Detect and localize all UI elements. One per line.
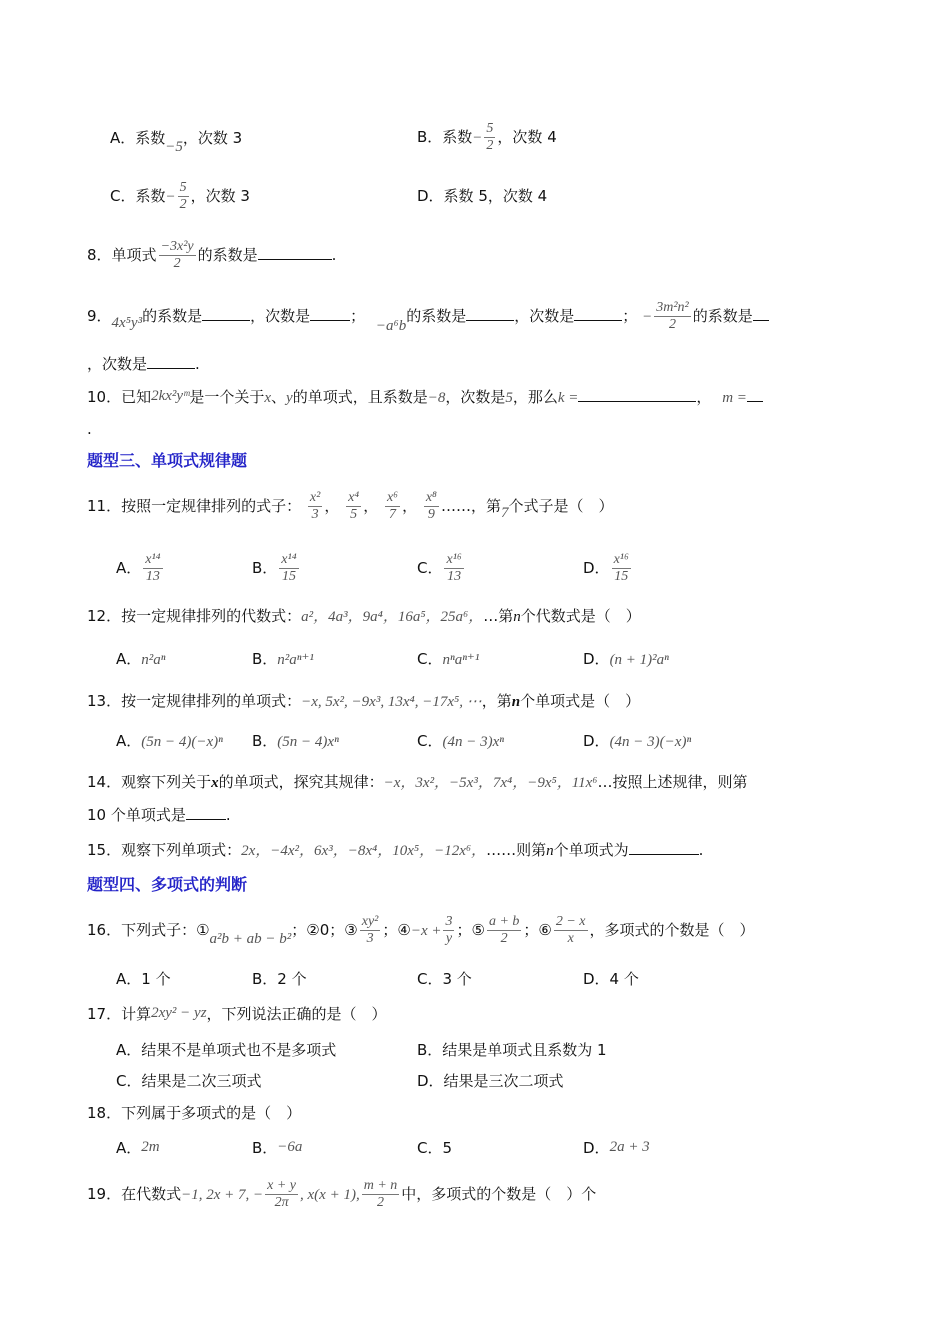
q7-option-b[interactable]: B．系数− $\frac{5}{2}$ ，次数 4 xyxy=(417,121,557,153)
q13-option-c[interactable]: C．(4n − 3)xⁿ xyxy=(417,732,504,750)
answer-blank[interactable] xyxy=(747,385,763,402)
question-15: 15．观察下列单项式：2x，−4x²，6x³，−8x⁴，10x⁵，−12x⁶，……则第n个单项式为 . xyxy=(87,838,703,862)
answer-blank[interactable] xyxy=(629,838,699,855)
q16-option-b[interactable]: B．2 个 xyxy=(252,970,307,988)
q11-option-a[interactable]: A． $\frac{\text{x¹⁴}}{13}$ xyxy=(116,552,161,584)
section-heading-4: 题型四、多项式的判断 xyxy=(87,875,248,894)
q17-option-a[interactable]: A．结果不是单项式也不是多项式 xyxy=(116,1041,337,1059)
q13-option-a[interactable]: A．(5n − 4)(−x)ⁿ xyxy=(116,732,223,750)
section-heading-3: 题型三、单项式规律题 xyxy=(87,451,248,470)
q7-option-d[interactable]: D．系数 5，次数 4 xyxy=(417,187,548,205)
q7-option-c[interactable]: C．系数− $\frac{5}{2}$ ，次数 3 xyxy=(110,180,250,212)
answer-blank[interactable] xyxy=(578,385,696,402)
answer-blank[interactable] xyxy=(574,304,622,321)
question-10: 10．已知2kx²yᵐ是一个关于x、y的单项式，且系数是−8，次数是5，那么k = ， m = xyxy=(87,385,763,409)
question-14-line2: 10 个单项式是 . xyxy=(87,803,231,826)
question-14: 14．观察下列关于x的单项式，探究其规律：−x，3x²，−5x³，7x⁴，−9x⁵，11x⁶…按照上述规律，则第 xyxy=(87,773,748,791)
q17-option-b[interactable]: B．结果是单项式且系数为 1 xyxy=(417,1041,607,1059)
question-9: 9．4x⁵y³的系数是 ，次数是 ； −a⁶b的系数是 ，次数是 ； − $\frac{\text{3m²n²}}{2}$ 的系数是 xyxy=(87,297,769,336)
question-9-line2: ，次数是 . xyxy=(87,352,200,375)
q11-option-b[interactable]: B． $\frac{\text{x¹⁴}}{15}$ xyxy=(252,552,297,584)
q12-option-c[interactable]: C．nⁿaⁿ⁺¹ xyxy=(417,650,480,668)
question-12: 12．按一定规律排列的代数式：a²，4a³，9a⁴，16a⁵，25a⁶，…第n个代数式是（ ） xyxy=(87,607,641,625)
answer-blank[interactable] xyxy=(258,243,332,260)
answer-blank[interactable] xyxy=(202,304,250,321)
q12-option-b[interactable]: B．n²aⁿ⁺¹ xyxy=(252,650,314,668)
q18-option-d[interactable]: D．2a + 3 xyxy=(583,1139,650,1157)
q7-option-a[interactable]: A．系数−5，次数 3 xyxy=(110,129,243,155)
answer-blank[interactable] xyxy=(310,304,350,321)
q18-option-b[interactable]: B．−6a xyxy=(252,1139,303,1157)
question-18: 18．下列属于多项式的是（ ） xyxy=(87,1104,302,1122)
question-19: 19．在代数式−1, 2x + 7, − $\frac{x + y}{2\pi}$ , x(x + 1), $\frac{m + n}{2}$ 中，多项式的个数是（ ）个 xyxy=(87,1178,597,1210)
q7-a-coef: −5 xyxy=(165,139,183,155)
answer-blank[interactable] xyxy=(186,803,226,820)
question-11: 11．按照一定规律排列的式子： $\frac{\text{x²}}{3}$ ， $\frac{\text{x⁴}}{5}$ ， $\frac{\text{x⁶}}{7}$ ， $\frac{\text{x⁸}}{9}$ ……，第7个式子是（ ） xyxy=(87,490,614,522)
answer-blank[interactable] xyxy=(147,352,195,369)
q17-option-c[interactable]: C．结果是二次三项式 xyxy=(116,1072,262,1090)
question-8: 8．单项式 $\frac{\text{−3x²y}}{2}$ 的系数是 . xyxy=(87,239,337,271)
q18-option-c[interactable]: C．5 xyxy=(417,1139,453,1157)
q16-option-d[interactable]: D．4 个 xyxy=(583,970,639,988)
question-10-end: . xyxy=(87,420,92,438)
q16-option-a[interactable]: A．1 个 xyxy=(116,970,171,988)
answer-blank[interactable] xyxy=(466,304,514,321)
q18-option-a[interactable]: A．2m xyxy=(116,1139,160,1157)
question-17: 17．计算2xy² − yz，下列说法正确的是（ ） xyxy=(87,1005,387,1023)
q11-option-d[interactable]: D． $\frac{\text{x¹⁶}}{15}$ xyxy=(583,552,629,584)
q12-option-a[interactable]: A．n²aⁿ xyxy=(116,650,166,668)
q11-option-c[interactable]: C． $\frac{\text{x¹⁶}}{13}$ xyxy=(417,552,462,584)
q12-option-d[interactable]: D．(n + 1)²aⁿ xyxy=(583,650,669,668)
q13-option-b[interactable]: B．(5n − 4)xⁿ xyxy=(252,732,339,750)
q16-option-c[interactable]: C．3 个 xyxy=(417,970,472,988)
q13-option-d[interactable]: D．(4n − 3)(−x)ⁿ xyxy=(583,732,692,750)
q17-option-d[interactable]: D．结果是三次二项式 xyxy=(417,1072,564,1090)
question-13: 13．按一定规律排列的单项式：−x, 5x², −9x³, 13x⁴, −17x⁵, ⋯，第n个单项式是（ ） xyxy=(87,692,641,710)
question-16: 16．下列式子：①a²b + ab − b²；②0；③ $\frac{\text{xy²}}{3}$ ；④−x + $\frac{3}{y}$ ；⑤ $\frac{a + b}{2}$ ；⑥ $\frac{2 - x}{x}$ ，多项式的个数是（ ） xyxy=(87,914,755,947)
answer-blank[interactable] xyxy=(753,304,769,321)
